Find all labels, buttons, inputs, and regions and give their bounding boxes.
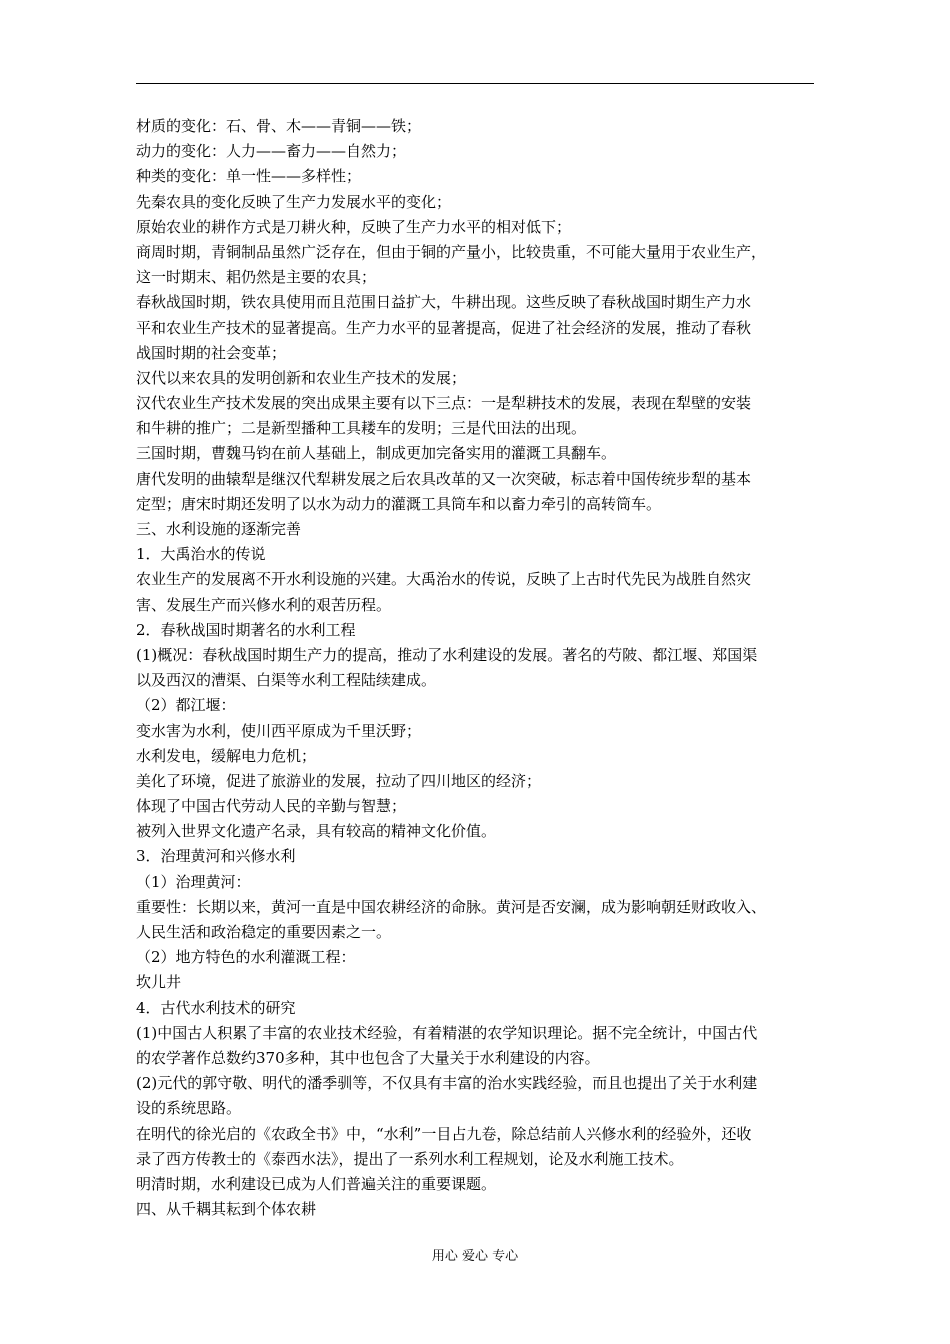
text-line: 明清时期，水利建设已成为人们普遍关注的重要课题。 <box>136 1174 497 1193</box>
text-line: 三国时期，曹魏马钧在前人基础上，制成更加完备实用的灌溉工具翻车。 <box>136 444 617 463</box>
text-line: 定型；唐宋时期还发明了以水为动力的灌溉工具筒车和以畜力牵引的高转筒车。 <box>136 494 662 513</box>
text-line: 被列入世界文化遗产名录，具有较高的精神文化价值。 <box>136 822 497 841</box>
text-line: 体现了中国古代劳动人民的辛勤与智慧； <box>136 797 407 816</box>
document-body <box>136 114 816 1222</box>
text-line: （2）都江堰： <box>136 696 236 715</box>
text-line: 3．治理黄河和兴修水利 <box>136 847 296 866</box>
text-line: 三、水利设施的逐渐完善 <box>136 520 302 538</box>
text-line: 害、发展生产而兴修水利的艰苦历程。 <box>136 595 392 614</box>
text-line: 汉代农业生产技术发展的突出成果主要有以下三点：一是犁耕技术的发展，表现在犁壁的安装 <box>136 394 752 413</box>
text-line: 变水害为水利，使川西平原成为千里沃野； <box>136 721 422 740</box>
text-line: (2)元代的郭守敬、明代的潘季驯等，不仅具有丰富的治水实践经验，而且也提出了关于水利建 <box>136 1074 758 1093</box>
page-footer: 用心 爱心 专心 <box>431 1249 519 1264</box>
text-line: 商周时期，青铜制品虽然广泛存在，但由于铜的产量小，比较贵重，不可能大量用于农业生产， <box>136 242 767 261</box>
text-line: 1．大禹治水的传说 <box>136 545 266 564</box>
text-line: 坎儿井 <box>136 973 182 992</box>
text-line: 汉代以来农具的发明创新和农业生产技术的发展； <box>136 368 467 387</box>
text-line: 材质的变化：石、骨、木——青铜——铁； <box>136 117 422 135</box>
text-line: 春秋战国时期，铁农具使用而且范围日益扩大，牛耕出现。这些反映了春秋战国时期生产力水 <box>136 293 752 312</box>
text-line: 2．春秋战国时期著名的水利工程 <box>136 620 356 639</box>
text-line: 以及西汉的漕渠、白渠等水利工程陆续建成。 <box>136 671 437 690</box>
text-line: 美化了环境，促进了旅游业的发展，拉动了四川地区的经济； <box>136 771 542 790</box>
text-line: 四、从千耦其耘到个体农耕 <box>136 1200 317 1219</box>
text-line: 农业生产的发展离不开水利设施的兴建。大禹治水的传说，反映了上古时代先民为战胜自然灾 <box>136 570 752 589</box>
text-line: 4．古代水利技术的研究 <box>136 998 296 1017</box>
text-line: 重要性：长期以来，黄河一直是中国农耕经济的命脉。黄河是否安澜，成为影响朝廷财政收入、 <box>136 897 767 916</box>
text-line: 战国时期的社会变革； <box>136 343 287 362</box>
text-line: 在明代的徐光启的《农政全书》中，“水利”一目占九卷，除总结前人兴修水利的经验外，还收 <box>136 1124 752 1143</box>
text-line: (1)中国古人积累了丰富的农业技术经验，有着精湛的农学知识理论。据不完全统计，中国古代 <box>136 1023 758 1042</box>
text-line: (1)概况：春秋战国时期生产力的提高，推动了水利建设的发展。著名的芍陂、都江堰、郑国渠 <box>136 645 758 664</box>
text-line: 唐代发明的曲辕犁是继汉代犁耕发展之后农具改革的又一次突破，标志着中国传统步犁的基本 <box>136 469 752 488</box>
text-line: 人民生活和政治稳定的重要因素之一。 <box>136 923 392 941</box>
header-rule <box>136 83 814 84</box>
text-line: 原始农业的耕作方式是刀耕火种，反映了生产力水平的相对低下； <box>136 217 572 236</box>
text-line: 和牛耕的推广；二是新型播种工具耧车的发明；三是代田法的出现。 <box>136 419 587 438</box>
text-line: 平和农业生产技术的显著提高。生产力水平的显著提高，促进了社会经济的发展，推动了春秋 <box>136 318 752 337</box>
text-line: （1）治理黄河： <box>136 872 251 891</box>
text-line: （2）地方特色的水利灌溉工程： <box>136 948 356 967</box>
text-line: 动力的变化：人力——畜力——自然力； <box>136 142 407 161</box>
text-line: 先秦农具的变化反映了生产力发展水平的变化； <box>136 192 452 211</box>
text-line: 种类的变化：单一性——多样性； <box>136 167 362 186</box>
text-line: 录了西方传教士的《泰西水法》，提出了一系列水利工程规划，论及水利施工技术。 <box>136 1149 684 1168</box>
text-line: 水利发电，缓解电力危机； <box>136 746 317 765</box>
text-line: 的农学著作总数约370多种，其中也包含了大量关于水利建设的内容。 <box>136 1048 600 1067</box>
text-line: 设的系统思路。 <box>136 1099 242 1118</box>
text-line: 这一时期末、耜仍然是主要的农具； <box>136 268 377 287</box>
